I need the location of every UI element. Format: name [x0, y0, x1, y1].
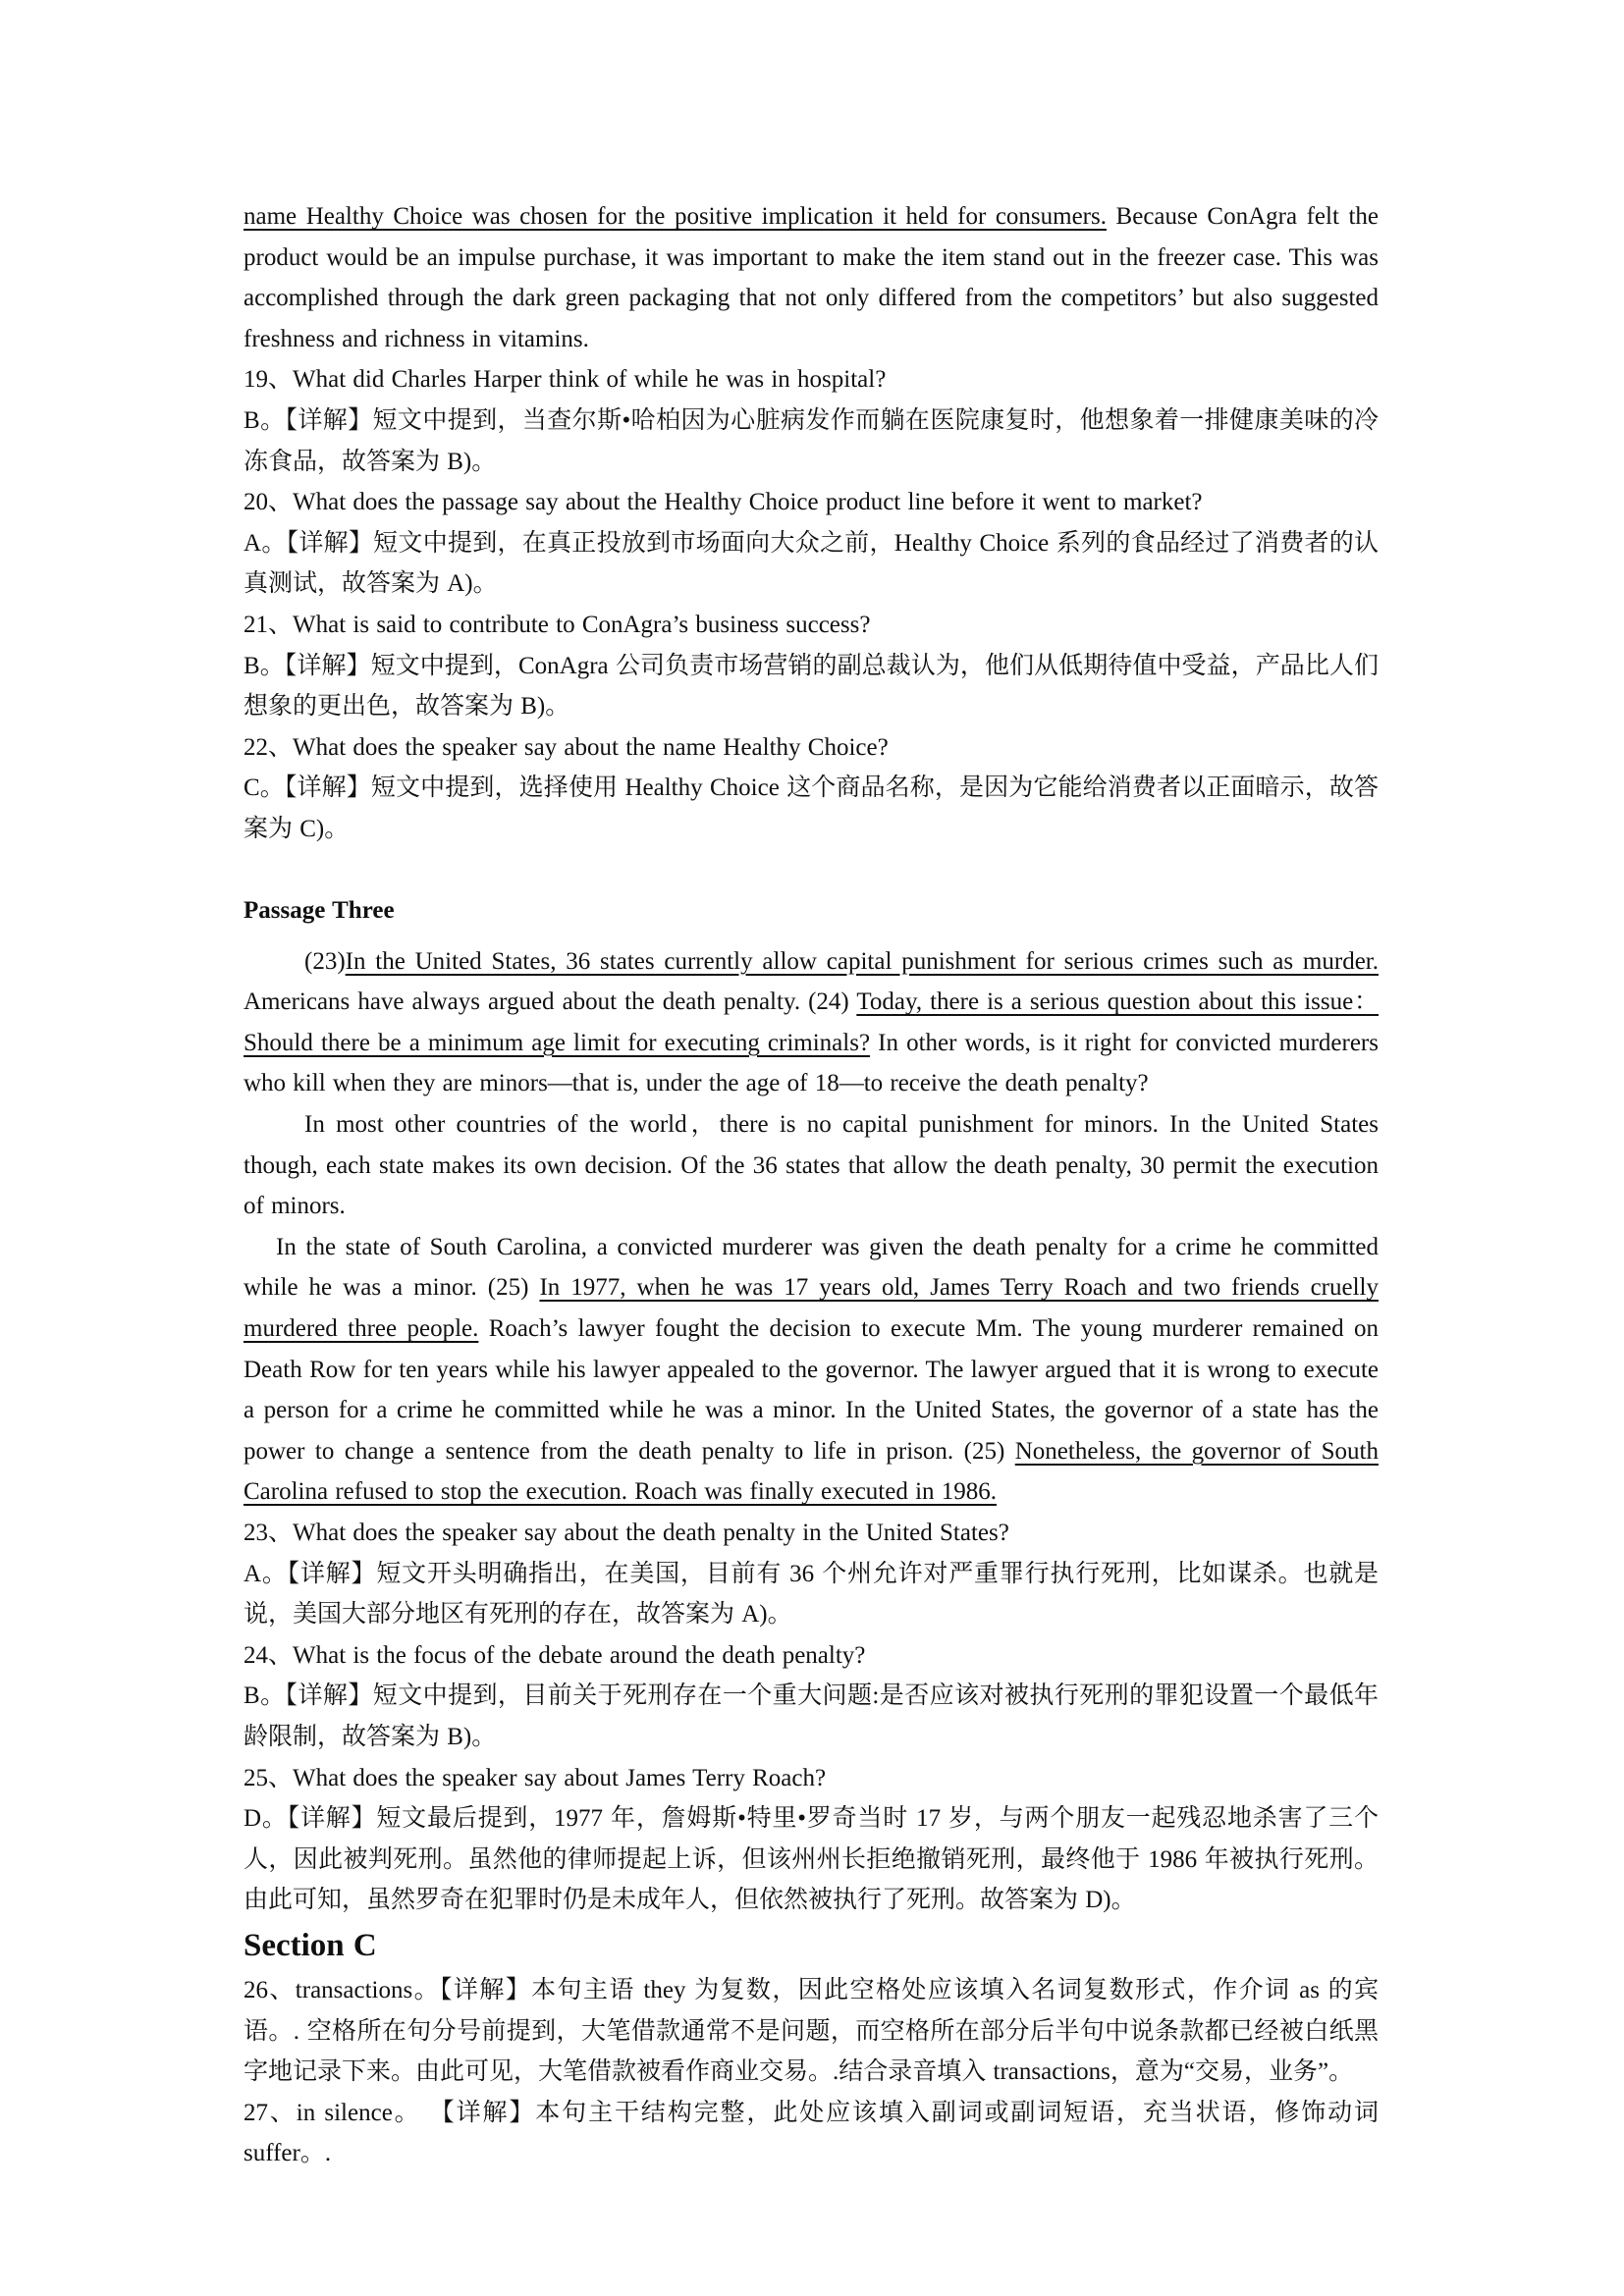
- text-run: C。【详解】短文中提到，选择使用 Healthy Choice 这个商品名称，是因为它能给消费者以正面暗示，故答案为 C)。: [244, 774, 1379, 842]
- underlined-text: Today, there is a serious question about this issue： Should there be a minimum age limit for executing criminals?: [244, 988, 1379, 1056]
- passage-paragraph-1: [244, 941, 1379, 1104]
- text-run: Section C: [244, 1927, 377, 1963]
- answer-19: [244, 400, 1379, 482]
- question-19: [244, 359, 1379, 400]
- text-run: 23、What does the speaker say about the death penalty in the United States?: [244, 1520, 1009, 1546]
- answer-21: [244, 646, 1379, 727]
- question-22: [244, 727, 1379, 769]
- text-run: 21、What is said to contribute to ConAgra’s business success?: [244, 611, 871, 638]
- passage-paragraph-2: [244, 1104, 1379, 1227]
- answer-24: [244, 1676, 1379, 1757]
- question-23: [244, 1513, 1379, 1554]
- question-24: [244, 1635, 1379, 1677]
- text-run: Americans have always argued about the death penalty. (24): [244, 988, 857, 1016]
- text-run: Roach’s lawyer fought the decision to execute Mm. The young murderer remained on Death Row for ten years while his lawyer appealed to the governor. The lawyer argued that it is wrong to execute a person for a crime he committed while he was a minor. In the United States, the governor of a state has the power to change a sentence from the death penalty to life in prison. (25): [244, 1315, 1380, 1465]
- answer-26: [244, 1970, 1379, 2093]
- question-25: [244, 1758, 1379, 1799]
- text-run: B。【详解】短文中提到，目前关于死刑存在一个重大问题:是否应该对被执行死刑的罪犯设置一个最低年龄限制，故答案为 B)。: [244, 1682, 1379, 1750]
- answer-25: [244, 1798, 1379, 1921]
- heading-section-c: [244, 1923, 1379, 1968]
- blank-line: [244, 850, 1379, 891]
- text-run: Because ConAgra felt the product would be an impulse purchase, it was important to make the item stand out in the freezer case. This was accomplished through the dark green packaging that not only differed from the competitors’ but also suggested freshness and richness in vitamins.: [244, 203, 1380, 352]
- passage-paragraph-3: [244, 1227, 1379, 1513]
- text-run: 26、transactions。【详解】本句主语 they 为复数，因此空格处应该填入名词复数形式，作介词 as 的宾语。. 空格所在句分号前提到，大笔借款通常不是问题，而空格所在部分后半句中说条款都已经被白纸黑字地记录下来。由此可见，大笔借款被看作商业交易。.结合录音填入 transactions，意为“交易，业务”。: [244, 1976, 1379, 2086]
- text-run: D。【详解】短文最后提到，1977 年，詹姆斯•特里•罗奇当时 17 岁，与两个朋友一起残忍地杀害了三个人，因此被判死刑。虽然他的律师提起上诉，但该州州长拒绝撤销死刑，最终他于 1986 年被执行死刑。 由此可知，虽然罗奇在犯罪时仍是未成年人，但依然被执行了死刑。故答案为 D)。: [244, 1805, 1379, 1914]
- text-run: 22、What does the speaker say about the name Healthy Choice?: [244, 733, 889, 761]
- answer-20: [244, 523, 1379, 605]
- text-run: In other words, is it right for convicted murderers who kill when they are minors—that is, under the age of 18—to receive the death penalty?: [244, 1029, 1379, 1097]
- question-21: [244, 605, 1379, 646]
- text-run: In the state of South Carolina, a convicted murderer was given the death penalty for a crime he committed while he was a minor. (25): [244, 1233, 1379, 1302]
- answer-27: [244, 2093, 1379, 2174]
- underlined-text: In the United States, 36 states currently allow capital punishment for serious crimes such as murder.: [345, 947, 1379, 975]
- answer-22: [244, 768, 1379, 849]
- document-content: [244, 196, 1379, 2174]
- text-run: A。【详解】短文中提到，在真正投放到市场面向大众之前，Healthy Choice 系列的食品经过了消费者的认真测试，故答案为 A)。: [244, 529, 1379, 598]
- text-run: B。【详解】短文中提到，ConAgra 公司负责市场营销的副总裁认为，他们从低期待值中受益，产品比人们想象的更出色，故答案为 B)。: [244, 652, 1379, 721]
- text-run: In most other countries of the world，there is no capital punishment for minors. In the United States though, each state makes its own decision. Of the 36 states that allow the death penalty, 30 permit the execution of minors.: [244, 1111, 1379, 1220]
- underlined-text: Nonetheless, the governor of South Carolina refused to stop the execution. Roach was finally executed in 1986.: [244, 1437, 1379, 1506]
- question-20: [244, 482, 1379, 523]
- text-run: 19、What did Charles Harper think of while he was in hospital?: [244, 366, 887, 394]
- text-run: Passage Three: [244, 897, 395, 925]
- heading-passage-three: [244, 890, 1379, 932]
- text-run: B。【详解】短文中提到，当查尔斯•哈柏因为心脏病发作而躺在医院康复时，他想象着一排健康美味的冷冻食品，故答案为 B)。: [244, 406, 1379, 475]
- underlined-text: name Healthy Choice was chosen for the positive implication it held for consumers.: [244, 203, 1107, 230]
- continuation-paragraph: [244, 196, 1379, 359]
- text-run: (23): [304, 947, 346, 975]
- text-run: 20、What does the passage say about the Healthy Choice product line before it went to market?: [244, 489, 1203, 516]
- underlined-text: In 1977, when he was 17 years old, James Terry Roach and two friends cruelly murdered three people.: [244, 1274, 1379, 1343]
- text-run: A。【详解】短文开头明确指出，在美国，目前有 36 个州允许对严重罪行执行死刑，比如谋杀。也就是说，美国大部分地区有死刑的存在，故答案为 A)。: [244, 1560, 1379, 1629]
- text-run: 25、What does the speaker say about James Terry Roach?: [244, 1764, 827, 1791]
- text-run: 24、What is the focus of the debate around the death penalty?: [244, 1641, 866, 1669]
- text-run: 27、in silence。 【详解】本句主干结构完整，此处应该填入副词或副词短语，充当状语，修饰动词 suffer。.: [244, 2099, 1379, 2167]
- answer-23: [244, 1554, 1379, 1635]
